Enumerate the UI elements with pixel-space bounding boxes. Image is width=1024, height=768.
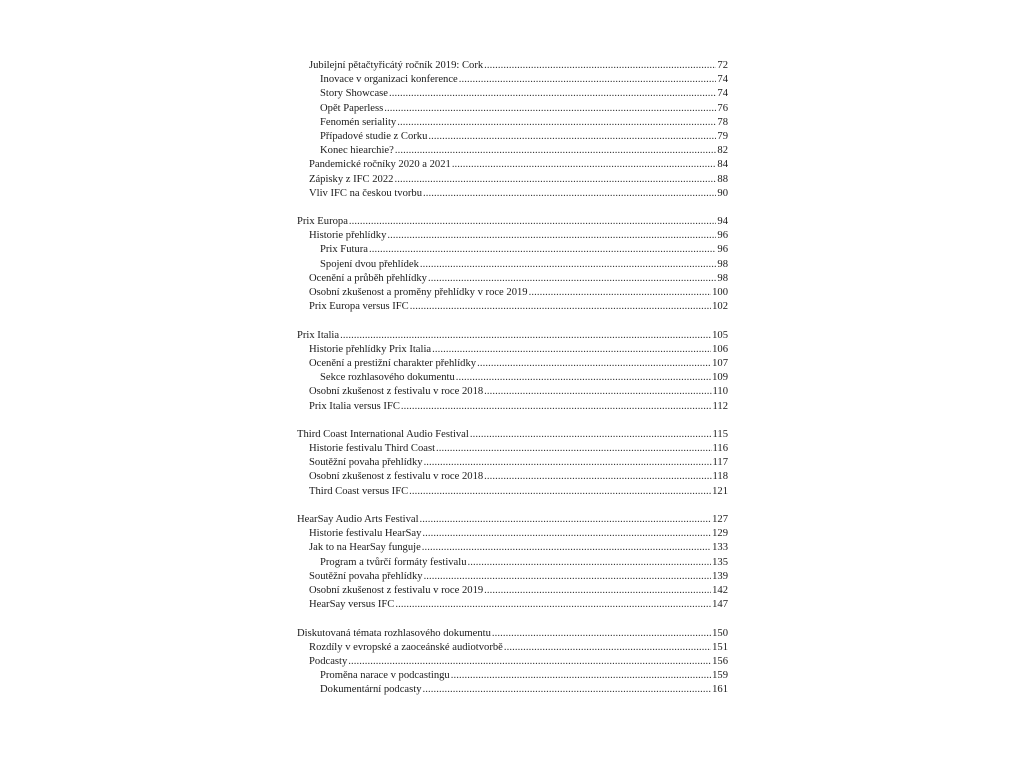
toc-entry-page-number: 88 [717, 173, 728, 185]
toc-entry-title: Proměna narace v podcastingu [320, 670, 450, 682]
toc-entry-page-number: 98 [717, 272, 728, 284]
toc-entry-title: Jubilejní pětačtyřicátý ročník 2019: Cork [309, 60, 484, 71]
toc-entry [297, 329, 728, 343]
toc-entry-page-number: 100 [712, 287, 728, 298]
toc-entry [297, 428, 728, 442]
toc-entry-page-number: 78 [717, 116, 728, 128]
toc-entry [297, 683, 728, 697]
toc-entry [297, 513, 728, 527]
dot-leader [504, 641, 711, 655]
dot-leader [428, 272, 716, 286]
toc-entry-title: Sekce rozhlasového dokumentu [320, 372, 455, 384]
toc-entry-page-number: 106 [712, 343, 728, 355]
dot-leader [423, 187, 716, 201]
toc-entry-page-number: 151 [712, 641, 728, 653]
toc-entry [297, 470, 728, 484]
dot-leader [394, 173, 716, 187]
toc-entry-page-number: 102 [712, 301, 728, 313]
toc-entry [297, 87, 728, 101]
dot-leader [452, 158, 717, 172]
toc-entry-page-number: 96 [717, 230, 728, 242]
toc-entry-title: Third Coast International Audio Festival [297, 428, 469, 440]
dot-leader [451, 669, 711, 683]
toc-entry-page-number: 76 [717, 102, 728, 114]
toc-entry-title: Vliv IFC na českou tvorbu [309, 187, 422, 199]
toc-entry [297, 641, 728, 655]
toc-entry-page-number: 110 [712, 386, 728, 398]
toc-entry [297, 243, 728, 257]
toc-entry [297, 158, 728, 172]
toc-entry-page-number: 84 [717, 159, 728, 171]
toc-entry [297, 73, 728, 87]
toc-entry-title: Story Showcase [320, 88, 388, 100]
toc-entry-page-number: 135 [712, 556, 728, 568]
toc-entry-title: Historie přehlídky [309, 230, 387, 242]
toc-entry-title: Osobní zkušenost z festivalu v roce 2018 [309, 471, 484, 483]
toc-entry-page-number: 82 [717, 145, 728, 157]
toc-entry-title: Ocenění a průběh přehlídky [309, 272, 427, 284]
toc-entry-page-number: 96 [717, 244, 728, 256]
dot-leader [477, 357, 711, 371]
toc-entry-page-number: 161 [712, 684, 728, 696]
toc-entry-title: Inovace v organizaci konference [320, 74, 458, 86]
dot-leader [424, 456, 712, 470]
toc-entry-page-number: 147 [712, 599, 728, 611]
toc-entry-page-number: 109 [712, 372, 728, 384]
dot-leader [409, 485, 711, 499]
toc-entry-title: Fenomén seriality [320, 116, 397, 128]
dot-leader [484, 584, 711, 598]
dot-leader [468, 556, 712, 570]
dot-leader [384, 102, 716, 116]
dot-leader [432, 343, 711, 357]
toc-entry-page-number: 94 [717, 216, 728, 228]
toc-entry [297, 598, 728, 612]
toc-entry-page-number: 72 [717, 60, 728, 71]
toc-entry-page-number: 121 [712, 485, 728, 497]
dot-leader [529, 286, 712, 300]
toc-entry [297, 485, 728, 499]
dot-leader [410, 300, 711, 314]
toc-entry [297, 627, 728, 641]
toc-entry [297, 541, 728, 555]
toc-entry-page-number: 139 [712, 570, 728, 582]
toc-entry [297, 655, 728, 669]
dot-leader [459, 73, 717, 87]
toc-entry-page-number: 74 [717, 74, 728, 86]
dot-leader [492, 627, 711, 641]
toc-entry-title: Soutěžní povaha přehlídky [309, 570, 423, 582]
toc-entry-page-number: 150 [712, 627, 728, 639]
toc-entry-page-number: 90 [717, 187, 728, 199]
toc-entry-title: Prix Italia [297, 329, 340, 341]
toc-entry-page-number: 159 [712, 670, 728, 682]
dot-leader [387, 229, 716, 243]
toc-entry-title: Osobní zkušenost z festivalu v roce 2019 [309, 584, 484, 596]
toc-entry [297, 272, 728, 286]
toc-entry [297, 400, 728, 414]
dot-leader [470, 428, 712, 442]
toc-entry-page-number: 112 [712, 400, 728, 412]
toc-entry [297, 343, 728, 357]
toc-entry-page-number: 74 [717, 88, 728, 100]
toc-entry [297, 584, 728, 598]
toc-entry-title: Zápisky z IFC 2022 [309, 173, 394, 185]
toc-entry-page-number: 105 [712, 329, 728, 341]
dot-leader [424, 570, 712, 584]
toc-entry [297, 144, 728, 158]
toc-entry-page-number: 133 [712, 542, 728, 554]
toc-entry-title: HearSay versus IFC [309, 599, 395, 611]
toc-entry-title: Prix Italia versus IFC [309, 400, 400, 412]
dot-leader [340, 329, 711, 343]
toc-entry [297, 187, 728, 201]
toc-entry [297, 527, 728, 541]
toc-entry [297, 442, 728, 456]
toc-entry-page-number: 142 [712, 584, 728, 596]
toc-entry [297, 300, 728, 314]
toc-entry-title: Prix Europa versus IFC [309, 301, 409, 313]
dot-leader [401, 400, 712, 414]
dot-leader [436, 442, 711, 456]
toc-entry-title: Podcasty [309, 655, 348, 667]
toc-entry-title: Osobní zkušenost z festivalu v roce 2018 [309, 386, 484, 398]
toc-entry [297, 556, 728, 570]
toc-entry-page-number: 156 [712, 655, 728, 667]
toc-entry [297, 102, 728, 116]
toc-entry-title: Prix Futura [320, 244, 368, 256]
dot-leader [422, 527, 711, 541]
toc-entry [297, 385, 728, 399]
toc-entry-title: Pandemické ročníky 2020 a 2021 [309, 159, 451, 171]
toc-entry [297, 570, 728, 584]
dot-leader [484, 385, 711, 399]
toc-entry-title: Diskutovaná témata rozhlasového dokumentu [297, 627, 491, 639]
table-of-contents [297, 59, 728, 697]
toc-entry [297, 357, 728, 371]
toc-entry-title: Opět Paperless [320, 102, 384, 114]
toc-entry-title: HearSay Audio Arts Festival [297, 514, 419, 525]
toc-entry-title: Osobní zkušenost a proměny přehlídky v roce 2019 [309, 287, 528, 298]
dot-leader [484, 470, 711, 484]
toc-entry [297, 456, 728, 470]
toc-entry-page-number: 118 [712, 471, 728, 483]
toc-entry-page-number: 117 [712, 457, 728, 469]
dot-leader [397, 116, 716, 130]
toc-entry-title: Ocenění a prestižní charakter přehlídky [309, 357, 477, 369]
toc-entry-title: Prix Europa [297, 216, 348, 228]
dot-leader [395, 598, 711, 612]
toc-entry-page-number: 129 [712, 528, 728, 540]
toc-entry-title: Konec hiearchie? [320, 145, 394, 157]
toc-entry [297, 229, 728, 243]
toc-entry-title: Spojení dvou přehlídek [320, 258, 419, 270]
dot-leader [369, 243, 716, 257]
toc-entry [297, 173, 728, 187]
toc-entry [297, 215, 728, 229]
toc-entry-title: Third Coast versus IFC [309, 485, 409, 497]
toc-entry-page-number: 98 [717, 258, 728, 270]
toc-entry [297, 116, 728, 130]
toc-entry-title: Historie přehlídky Prix Italia [309, 343, 432, 355]
toc-entry-page-number: 107 [712, 357, 728, 369]
toc-entry-title: Soutěžní povaha přehlídky [309, 457, 423, 469]
toc-entry-title: Rozdíly v evropské a zaoceánské audiotvorbě [309, 641, 503, 653]
toc-entry-page-number: 116 [712, 443, 728, 455]
toc-entry-title: Historie festivalu Third Coast [309, 443, 436, 455]
toc-entry [297, 669, 728, 683]
toc-entry-page-number: 127 [712, 514, 728, 525]
toc-entry [297, 286, 728, 300]
dot-leader [420, 258, 717, 272]
dot-leader [484, 59, 716, 73]
toc-entry-title: Dokumentární podcasty [320, 684, 422, 696]
toc-entry [297, 371, 728, 385]
dot-leader [348, 655, 711, 669]
dot-leader [389, 87, 716, 101]
toc-entry [297, 59, 728, 73]
toc-entry-title: Jak to na HearSay funguje [309, 542, 421, 554]
toc-entry-page-number: 115 [712, 428, 728, 440]
toc-entry-title: Program a tvůrčí formáty festivalu [320, 556, 467, 568]
toc-entry [297, 130, 728, 144]
toc-entry-page-number: 79 [717, 130, 728, 142]
dot-leader [422, 541, 711, 555]
dot-leader [420, 513, 712, 527]
dot-leader [456, 371, 711, 385]
dot-leader [395, 144, 717, 158]
toc-entry-title: Historie festivalu HearSay [309, 528, 422, 540]
dot-leader [428, 130, 716, 144]
toc-entry [297, 258, 728, 272]
toc-entry-title: Případové studie z Corku [320, 130, 428, 142]
dot-leader [423, 683, 712, 697]
dot-leader [349, 215, 717, 229]
